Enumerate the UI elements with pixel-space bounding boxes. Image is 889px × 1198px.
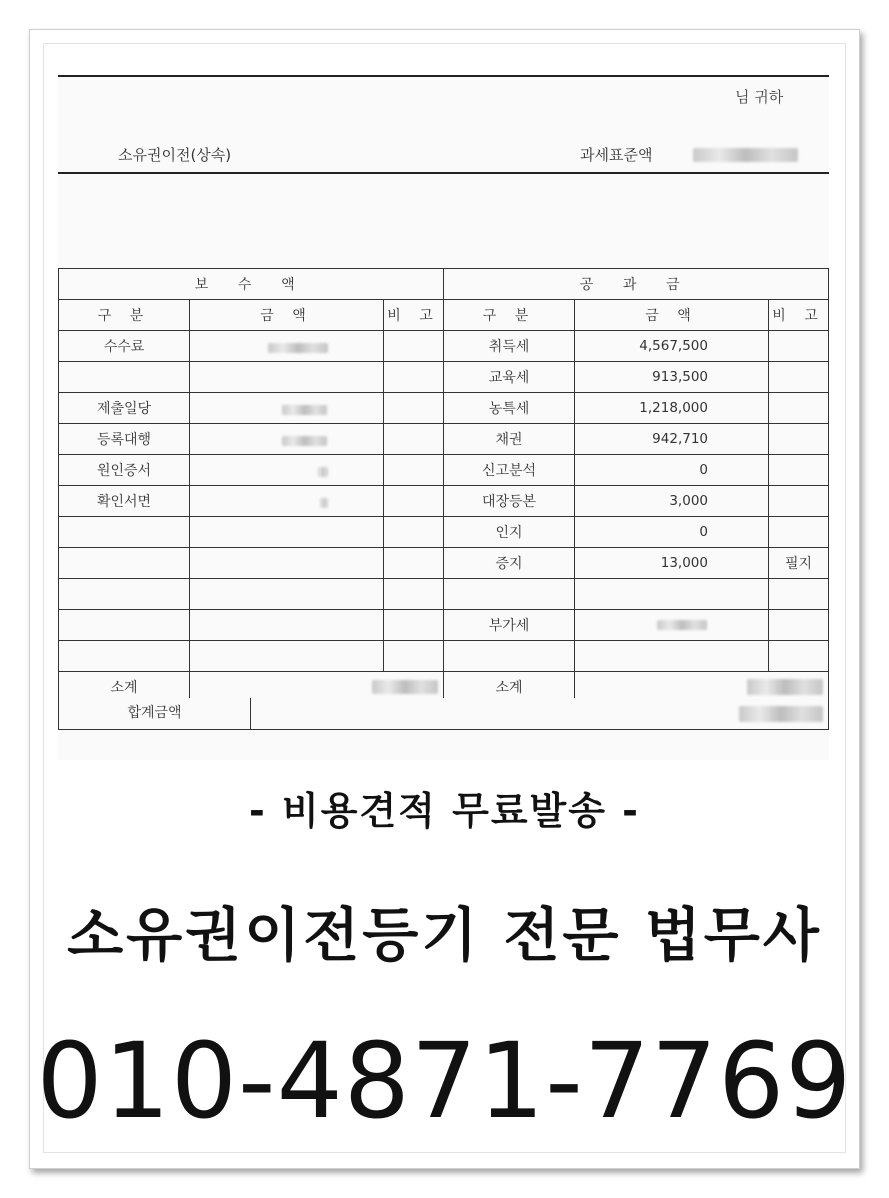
left-amount: [190, 486, 384, 517]
right-amount: 4,567,500: [575, 331, 769, 362]
left-category: [59, 641, 190, 672]
right-note: [769, 362, 829, 393]
amount-redacted: [318, 467, 328, 477]
col-header-category: 구 분: [59, 300, 190, 331]
right-note: [769, 517, 829, 548]
tax-base-redacted: [693, 148, 798, 162]
table-row: [59, 331, 829, 362]
right-amount: 913,500: [575, 362, 769, 393]
left-note: [384, 362, 444, 393]
right-note: [769, 424, 829, 455]
right-category: [444, 641, 575, 672]
registration-reason: 소유권이전(상속): [118, 146, 232, 164]
table-row: [59, 548, 829, 579]
left-amount: [190, 393, 384, 424]
left-category: 제출일당: [59, 393, 190, 424]
left-amount: [190, 517, 384, 548]
right-note: [769, 610, 829, 641]
left-note: [384, 579, 444, 610]
right-amount: [575, 610, 769, 641]
right-amount: 0: [575, 517, 769, 548]
right-amount: 0: [575, 455, 769, 486]
left-amount: [190, 641, 384, 672]
right-category: 증지: [444, 548, 575, 579]
right-category: 농특세: [444, 393, 575, 424]
right-note: [769, 579, 829, 610]
right-note: [769, 455, 829, 486]
grand-total-redacted: [739, 706, 823, 722]
left-category: [59, 517, 190, 548]
left-amount: [190, 331, 384, 362]
right-amount: [575, 641, 769, 672]
table-row: [59, 579, 829, 610]
recipient-label: 님 귀하: [735, 88, 784, 106]
right-category: 신고분석: [444, 455, 575, 486]
table-row: [59, 362, 829, 393]
right-note: [769, 641, 829, 672]
left-note: [384, 455, 444, 486]
promo-specialty: 소유권이전등기 전문 법무사: [67, 901, 822, 969]
table-row: [59, 424, 829, 455]
amount-redacted: [320, 498, 328, 508]
grand-total-row: [58, 698, 829, 730]
right-amount: 942,710: [575, 424, 769, 455]
left-note: [384, 610, 444, 641]
left-category: 원인증서: [59, 455, 190, 486]
col-header-amount: 금 액: [575, 300, 769, 331]
right-note: [769, 331, 829, 362]
left-amount: [190, 548, 384, 579]
right-category: 교육세: [444, 362, 575, 393]
left-amount: [190, 424, 384, 455]
left-note: [384, 424, 444, 455]
left-note: [384, 393, 444, 424]
amount-redacted: [268, 343, 328, 353]
left-subtotal-redacted: [372, 680, 438, 694]
right-category: 취득세: [444, 331, 575, 362]
table-row: [59, 486, 829, 517]
left-category: 수수료: [59, 331, 190, 362]
left-amount: [190, 579, 384, 610]
left-group-header: 보 수 액: [59, 269, 444, 300]
right-note: 필지: [769, 548, 829, 579]
right-category: 채권: [444, 424, 575, 455]
left-amount: [190, 455, 384, 486]
left-category: [59, 362, 190, 393]
right-amount: [575, 579, 769, 610]
right-category: 부가세: [444, 610, 575, 641]
amount-redacted: [657, 620, 707, 630]
right-note: [769, 486, 829, 517]
right-subtotal-redacted: [747, 679, 823, 695]
right-category: 대장등본: [444, 486, 575, 517]
col-header-amount: 금 액: [190, 300, 384, 331]
header-rule: [58, 172, 829, 174]
table-row: [59, 455, 829, 486]
left-subtotal-label: 소계: [59, 672, 190, 703]
left-note: [384, 517, 444, 548]
table-row: [59, 610, 829, 641]
left-note: [384, 548, 444, 579]
table-group-header-row: [59, 269, 829, 300]
left-category: [59, 548, 190, 579]
col-header-note: 비 고: [769, 300, 829, 331]
right-category: [444, 579, 575, 610]
right-category: 인지: [444, 517, 575, 548]
left-amount: [190, 610, 384, 641]
table-row: [59, 393, 829, 424]
table-column-header-row: [59, 300, 829, 331]
right-amount: 1,218,000: [575, 393, 769, 424]
left-note: [384, 641, 444, 672]
tax-base-label: 과세표준액: [580, 146, 653, 164]
promo-free-estimate: - 비용견적 무료발송 -: [249, 789, 640, 833]
left-amount: [190, 362, 384, 393]
left-note: [384, 331, 444, 362]
left-category: [59, 610, 190, 641]
left-category: 확인서면: [59, 486, 190, 517]
right-amount: 13,000: [575, 548, 769, 579]
right-group-header: 공 과 금: [444, 269, 829, 300]
col-header-note: 비 고: [384, 300, 444, 331]
left-category: [59, 579, 190, 610]
col-header-category: 구 분: [444, 300, 575, 331]
contact-phone[interactable]: 010-4871-7769: [36, 1020, 853, 1142]
amount-redacted: [282, 405, 327, 415]
right-amount: 3,000: [575, 486, 769, 517]
grand-total-label: 합계금액: [59, 698, 251, 729]
table-row: [59, 517, 829, 548]
table-row: [59, 641, 829, 672]
amount-redacted: [282, 436, 327, 446]
left-note: [384, 486, 444, 517]
fee-table: [58, 268, 829, 703]
right-note: [769, 393, 829, 424]
top-rule: [58, 75, 829, 77]
left-category: 등록대행: [59, 424, 190, 455]
right-subtotal-label: 소계: [444, 672, 575, 703]
